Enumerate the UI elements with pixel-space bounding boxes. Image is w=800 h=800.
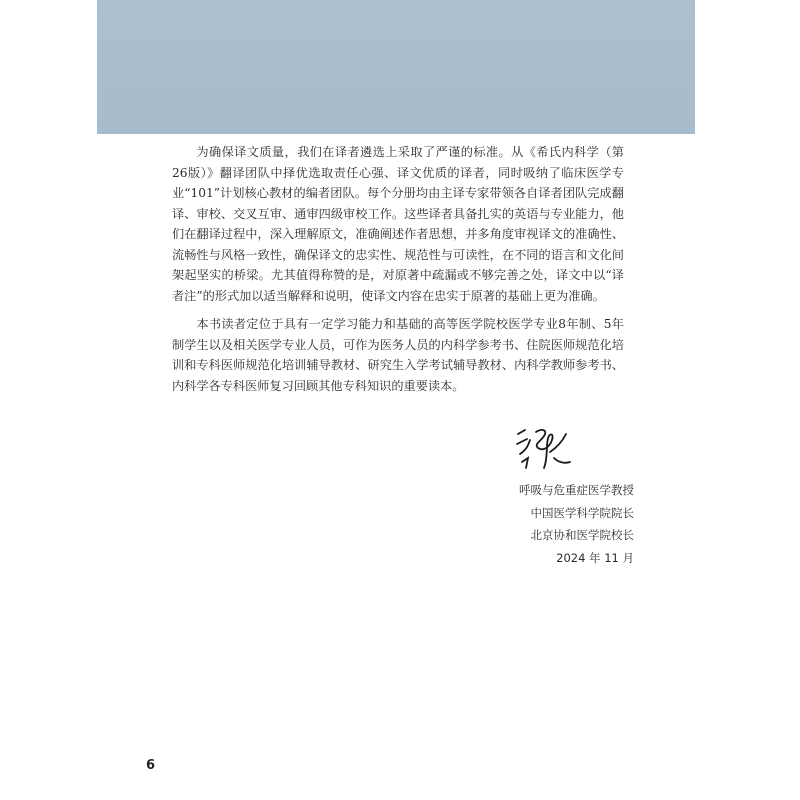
signatory-title-3: 北京协和医学院校长 <box>530 528 634 542</box>
page-number: 6 <box>146 758 156 773</box>
signature-block <box>440 479 634 569</box>
signatory-date: 2024 年 11 月 <box>556 550 634 565</box>
header-color-band <box>97 0 695 134</box>
paragraph-2: 本书读者定位于具有一定学习能力和基础的高等医学院校医学专业8年制、5年制学生以及相关医学专业人员，可作为医务人员的内科学参考书、住院医师规范化培训和专科医师规范化培训辅导教材、研究生入学考试辅导教材、内科学教师参考书、内科学各专科医师复习回顾其他专科知识的重要读本。 <box>172 317 624 393</box>
signatory-title-2: 中国医学科学院院长 <box>530 505 634 520</box>
paragraph-1: 为确保译文质量，我们在译者遴选上采取了严谨的标准。从《希氏内科学（第26版）》翻译团队中择优选取责任心强、译文优质的译者，同时吸纳了临床医学专业“101”计划核心教材的编者团队。每个分册均由主译专家带领各自译者团队完成翻译、审校、交叉互审、通审四级审校工作。这些译者具备扎实的英语与专业能力，他们在翻译过程中，深入理解原文，准确阐述作者思想，并多角度审视译文的准确性、流畅性与风格一致性，确保译文的忠实性、规范性与可读性，在不同的语言和文化间架起坚实的桥梁。尤其值得称赞的是，对原著中疏漏或不够完善之处，译文中以“译者注”的形式加以适当解释和说明，使译文内容在忠实于原著的基础上更为准确。 <box>172 145 624 303</box>
signatory-title-1: 呼吸与危重症医学教授 <box>519 483 634 497</box>
handwritten-signature <box>514 424 572 474</box>
body-text <box>172 142 624 404</box>
